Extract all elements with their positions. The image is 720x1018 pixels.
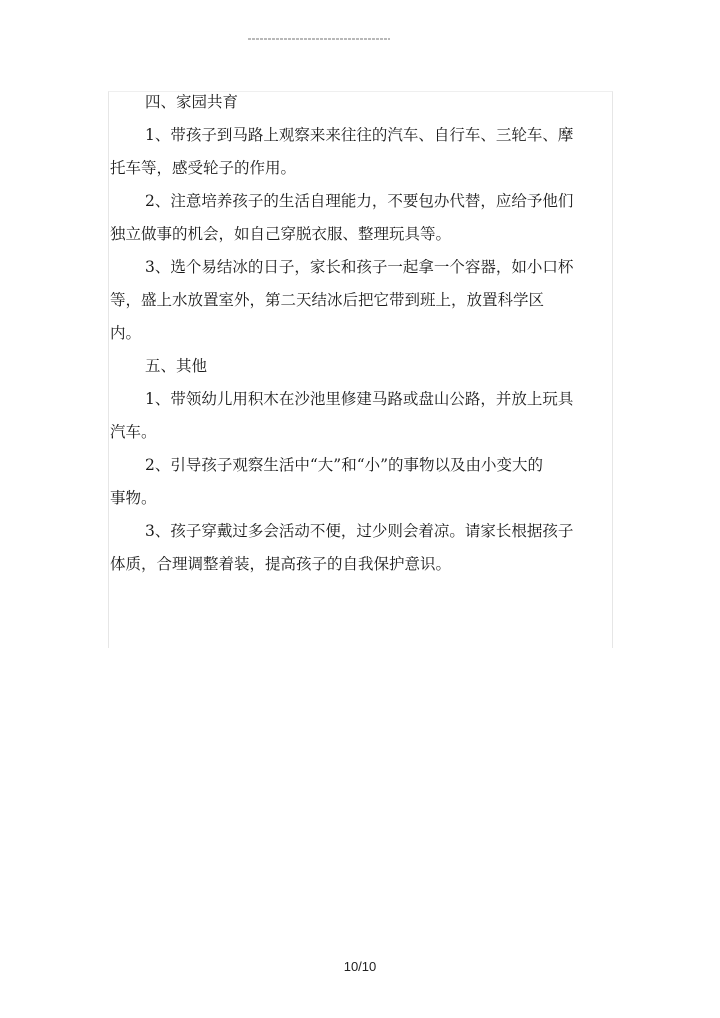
section-5-heading: 五、其他 [145,357,208,375]
section-4-item-3-line-2: 等，盛上水放置室外，第二天结冰后把它带到班上，放置科学区 [110,291,545,309]
section-4-heading: 四、家园共育 [145,93,239,111]
section-5-item-2-line-1: 2、引导孩子观察生活中“大”和“小”的事物以及由小变大的 [145,456,544,474]
section-5-item-3-line-2: 体质，合理调整着装，提高孩子的自我保护意识。 [110,555,452,573]
section-4-item-1-line-2: 托车等，感受轮子的作用。 [110,159,297,177]
section-5-item-2-line-2: 事物。 [110,489,157,507]
section-4-item-3-line-3: 内。 [110,324,142,342]
section-4-item-2-line-1: 2、注意培养孩子的生活自理能力，不要包办代替，应给予他们 [145,192,574,210]
section-5-item-1-line-2: 汽车。 [110,423,157,441]
page-number: 10/10 [343,959,377,974]
section-5-item-1-line-1: 1、带领幼儿用积木在沙池里修建马路或盘山公路，并放上玩具 [145,390,574,408]
section-4-item-1-line-1: 1、带孩子到马路上观察来来往往的汽车、自行车、三轮车、摩 [145,126,574,144]
header-rule [248,38,390,40]
section-5-item-3-line-1: 3、孩子穿戴过多会活动不便，过少则会着凉。请家长根据孩子 [145,522,574,540]
section-4-item-2-line-2: 独立做事的机会，如自己穿脱衣服、整理玩具等。 [110,225,452,243]
section-4-item-3-line-1: 3、选个易结冰的日子，家长和孩子一起拿一个容器，如小口杯 [145,258,574,276]
